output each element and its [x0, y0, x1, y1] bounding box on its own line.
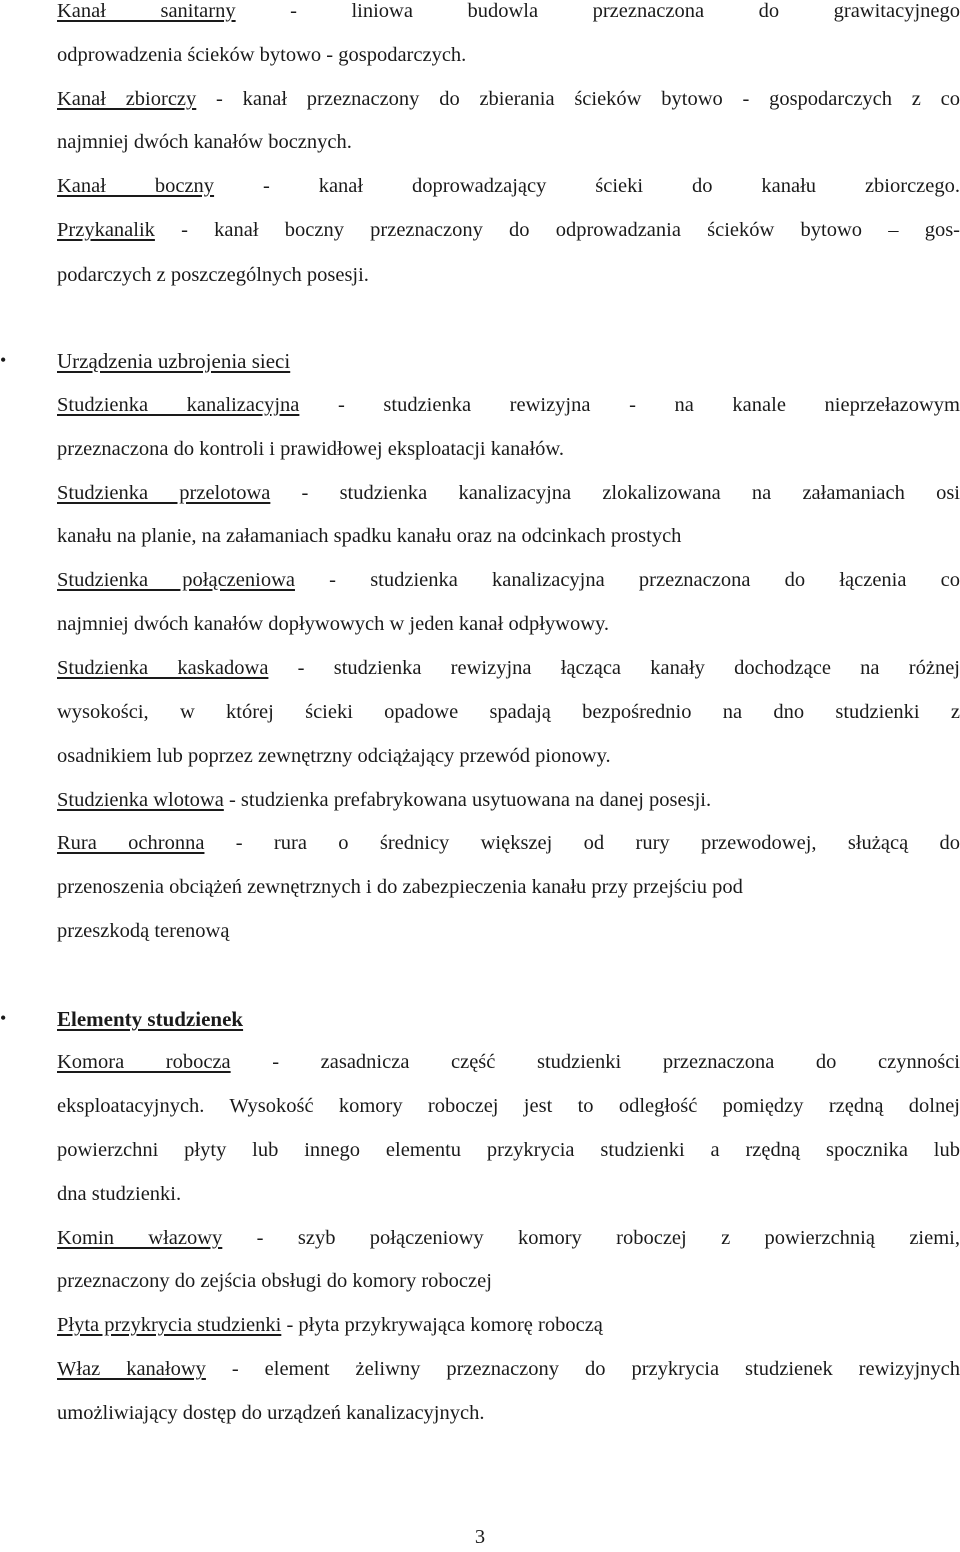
- term-studzienka-wlotowa: Studzienka wlotowa: [57, 789, 224, 811]
- definition-studzienka-polaczeniowa: [57, 565, 960, 595]
- definition-continuation: przeznaczona do kontroli i prawidłowej eksploatacji kanałów.: [57, 438, 564, 460]
- term-wlaz-kanalowy: Właz kanałowy: [57, 1358, 206, 1380]
- section-heading-urzadzenia: [57, 346, 960, 376]
- definition-komora-robocza: [57, 1047, 960, 1077]
- definition-continuation: osadnikiem lub poprzez zewnętrzny odciążający przewód pionowy.: [57, 745, 611, 767]
- term-kanal-boczny: Kanał boczny: [57, 175, 215, 197]
- term-rura-ochronna: Rura ochronna: [57, 832, 205, 854]
- definition-continuation: przenoszenia obciążeń zewnętrznych i do zabezpieczenia kanału przy przejściu pod: [57, 876, 743, 898]
- definition-continuation: przeszkodą terenową: [57, 920, 230, 942]
- definition-rura-ochronna: [57, 828, 960, 858]
- section-heading-elementy: [57, 1004, 960, 1034]
- definition-kanal-sanitarny: [57, 0, 960, 26]
- term-przykanalik: Przykanalik: [57, 219, 155, 241]
- definition-text: - kanał doprowadzający ścieki do kanału zbiorczego.: [214, 175, 960, 197]
- definition-continuation: odprowadzenia ścieków bytowo - gospodarczych.: [57, 44, 467, 66]
- definition-text: - liniowa budowla przeznaczona do grawitacyjnego: [235, 0, 960, 22]
- definition-continuation: dna studzienki.: [57, 1183, 182, 1205]
- definition-wlaz-kanalowy: [57, 1354, 960, 1384]
- definition-text: - element żeliwny przeznaczony do przykrycia studzienek rewizyjnych: [205, 1358, 960, 1380]
- definition-text: - szyb połączeniowy komory roboczej z powierzchnią ziemi,: [222, 1227, 960, 1249]
- page-number: 3: [474, 1526, 486, 1548]
- definition-continuation: podarczych z poszczególnych posesji.: [57, 264, 369, 286]
- term-studzienka-przelotowa: Studzienka przelotowa: [57, 482, 271, 504]
- definition-continuation: wysokości, w której ścieki opadowe spadają bezpośrednio na dno studzienki z: [57, 701, 960, 723]
- definition-studzienka-kanalizacyjna: [57, 390, 960, 420]
- definition-komin-wlazowy: [57, 1223, 960, 1253]
- definition-text: - studzienka kanalizacyjna zlokalizowana na załamaniach osi: [270, 482, 960, 504]
- section-heading-text: Elementy studzienek: [57, 1007, 244, 1031]
- definition-text: - zasadnicza część studzienki przeznaczona do czynności: [230, 1051, 960, 1073]
- definition-text: - studzienka rewizyjna łącząca kanały dochodzące na różnej: [268, 657, 960, 679]
- definition-continuation: przeznaczony do zejścia obsługi do komory roboczej: [57, 1270, 492, 1292]
- bullet-icon: •: [0, 350, 7, 370]
- definition-text: - kanał przeznaczony do zbierania ścieków bytowo - gospodarczych z co: [196, 88, 960, 110]
- definition-przykanalik: [57, 215, 960, 245]
- definition-studzienka-wlotowa: [57, 785, 960, 815]
- definition-continuation: najmniej dwóch kanałów dopływowych w jeden kanał odpływowy.: [57, 613, 610, 635]
- definition-continuation: eksploatacyjnych. Wysokość komory roboczej jest to odległość pomiędzy rzędną dolnej: [57, 1095, 960, 1117]
- definition-text: - studzienka kanalizacyjna przeznaczona do łączenia co: [294, 569, 960, 591]
- definition-kanal-boczny: [57, 171, 960, 201]
- term-kanal-zbiorczy: Kanał zbiorczy: [57, 88, 197, 110]
- definition-text: - rura o średnicy większej od rury przewodowej, służącą do: [204, 832, 960, 854]
- definition-kanal-zbiorczy: [57, 84, 960, 114]
- definition-continuation: powierzchni płyty lub innego elementu przykrycia studzienki a rzędną spocznika lub: [57, 1139, 960, 1161]
- definition-text: - studzienka rewizyjna - na kanale nieprzełazowym: [299, 394, 960, 416]
- definition-studzienka-kaskadowa: [57, 653, 960, 683]
- term-komora-robocza: Komora robocza: [57, 1051, 231, 1073]
- definition-text: - studzienka prefabrykowana usytuowana na danej posesji.: [223, 789, 712, 811]
- term-studzienka-kanalizacyjna: Studzienka kanalizacyjna: [57, 394, 300, 416]
- definition-text: - kanał boczny przeznaczony do odprowadzania ścieków bytowo – gos-: [154, 219, 960, 241]
- definition-studzienka-przelotowa: [57, 478, 960, 508]
- definition-plyta-przykrycia: [57, 1310, 960, 1340]
- term-studzienka-polaczeniowa: Studzienka połączeniowa: [57, 569, 295, 591]
- term-plyta-przykrycia: Płyta przykrycia studzienki: [57, 1314, 282, 1336]
- bullet-icon: •: [0, 1008, 7, 1028]
- definition-continuation: kanału na planie, na załamaniach spadku kanału oraz na odcinkach prostych: [57, 525, 682, 547]
- term-komin-wlazowy: Komin włazowy: [57, 1227, 223, 1249]
- definition-continuation: najmniej dwóch kanałów bocznych.: [57, 131, 352, 153]
- definition-continuation: umożliwiający dostęp do urządzeń kanalizacyjnych.: [57, 1402, 485, 1424]
- term-studzienka-kaskadowa: Studzienka kaskadowa: [57, 657, 269, 679]
- definition-text: - płyta przykrywająca komorę roboczą: [281, 1314, 603, 1336]
- section-heading-text: Urządzenia uzbrojenia sieci: [57, 349, 291, 373]
- term-kanal-sanitarny: Kanał sanitarny: [57, 0, 236, 22]
